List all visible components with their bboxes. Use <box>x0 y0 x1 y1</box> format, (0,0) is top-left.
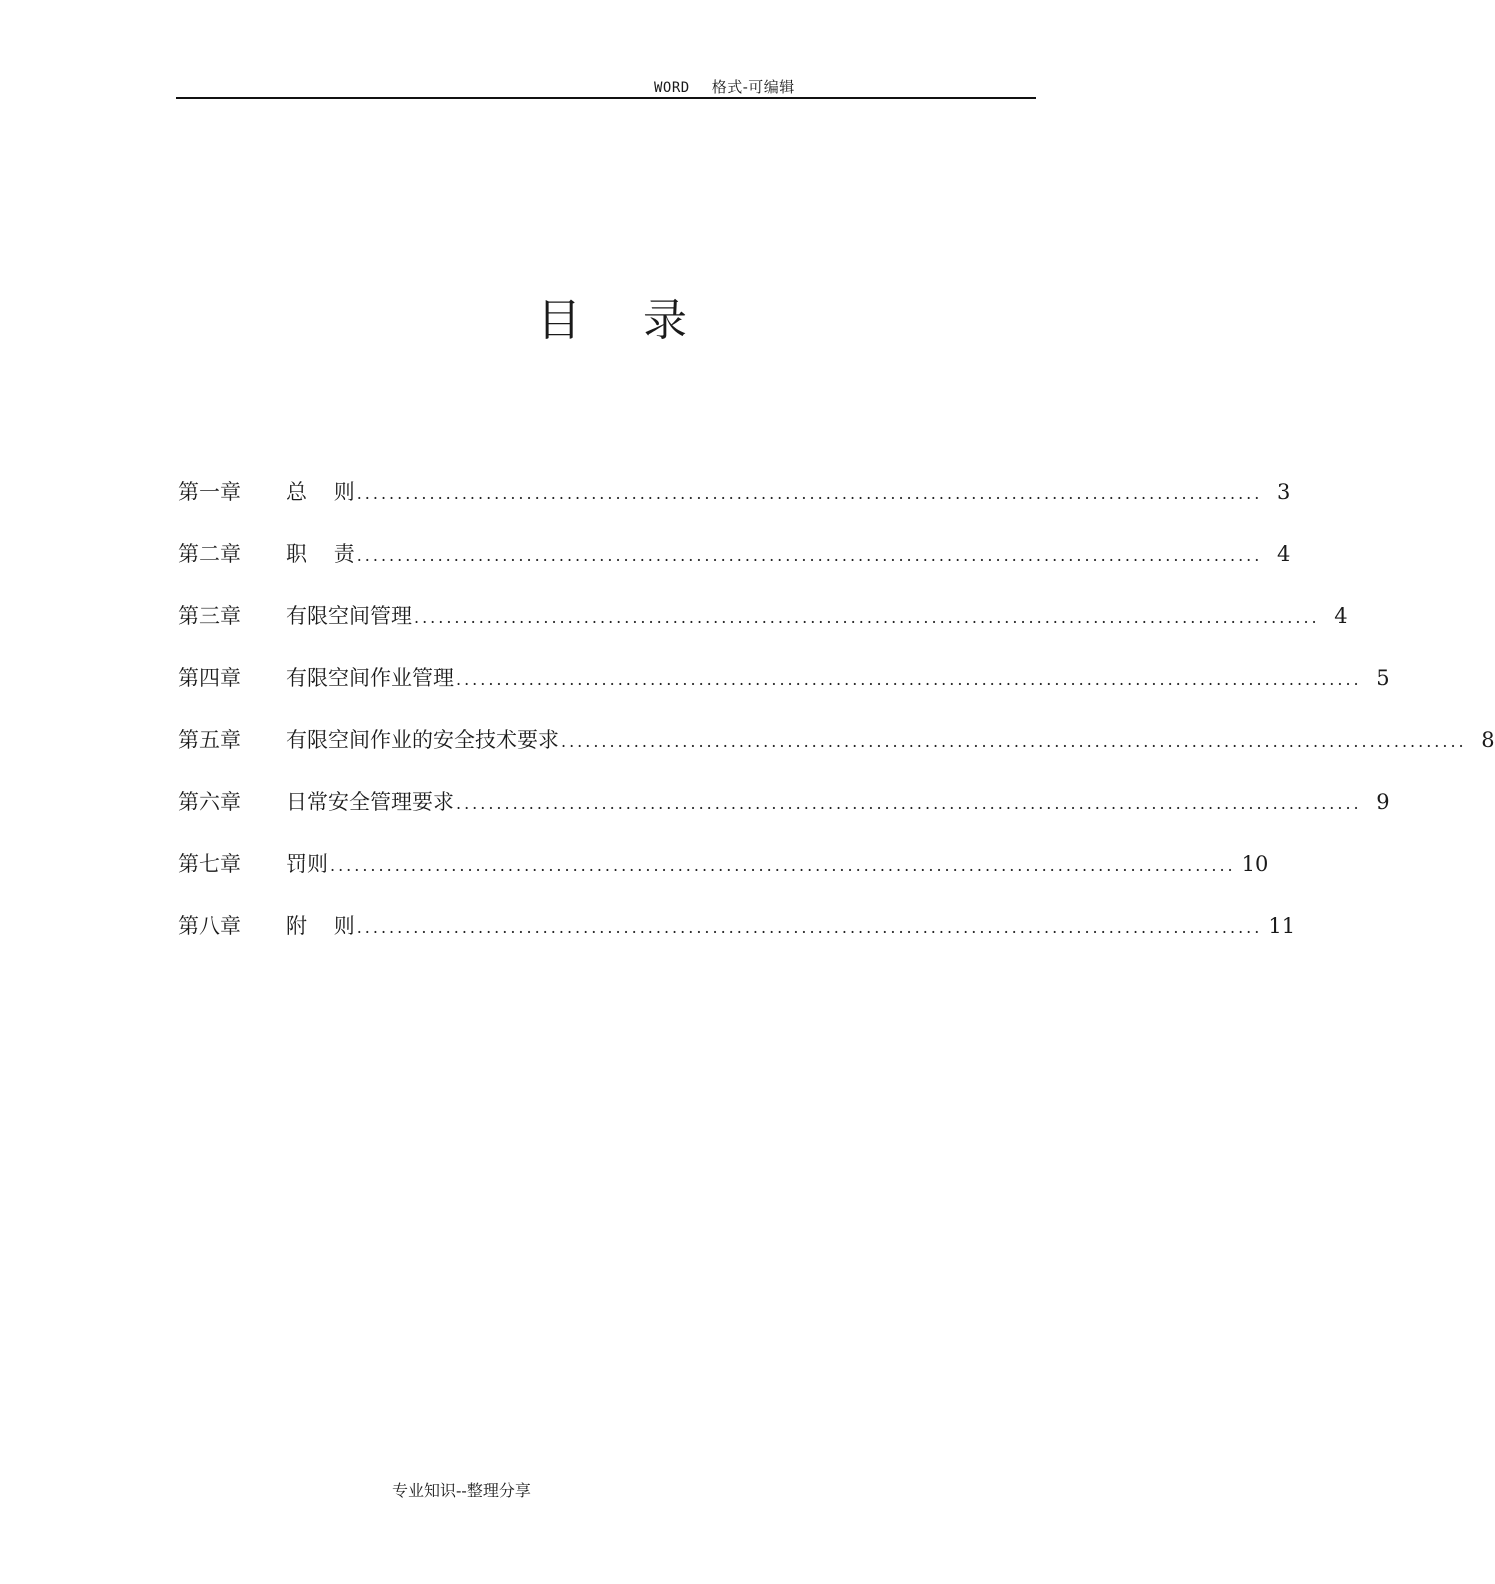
toc-chapter-label: 第八章 <box>178 914 241 938</box>
toc-entry[interactable] <box>178 538 1291 600</box>
toc-title: 有限空间作业的安全技术要求 <box>286 728 559 752</box>
toc-page-number: 11 <box>1268 914 1296 938</box>
toc-leader-dots: ................................................................................................................ <box>356 546 1263 565</box>
toc-title: 总 则 <box>286 480 355 504</box>
toc-chapter-label: 第七章 <box>178 852 241 876</box>
header-format-label: 格式-可编辑 <box>711 78 795 96</box>
toc-title: 日常安全管理要求 <box>286 790 454 814</box>
toc-entry[interactable] <box>178 662 1390 724</box>
toc-title: 职 责 <box>286 542 355 566</box>
toc-title: 有限空间管理 <box>286 604 412 628</box>
toc-leader-dots: ................................................................................................................ <box>330 856 1236 875</box>
toc-title: 罚则 <box>286 852 328 876</box>
toc-page-number: 5 <box>1376 666 1390 690</box>
toc-entry[interactable] <box>178 476 1291 538</box>
toc-leader-dots: ................................................................................................................ <box>414 608 1320 627</box>
title-char-1: 目 <box>537 295 581 346</box>
title-char-2: 录 <box>643 295 687 346</box>
toc-chapter-label: 第六章 <box>178 790 241 814</box>
toc-leader-dots: ................................................................................................................ <box>456 670 1362 689</box>
table-of-contents <box>178 476 1495 972</box>
toc-chapter-label: 第五章 <box>178 728 241 752</box>
toc-entry[interactable] <box>178 600 1348 662</box>
page-header <box>176 70 1036 99</box>
toc-leader-dots: ................................................................................................................ <box>356 918 1263 937</box>
toc-page-number: 8 <box>1481 728 1495 752</box>
page-title <box>0 284 1224 348</box>
toc-page-number: 3 <box>1276 480 1291 504</box>
toc-leader-dots: ................................................................................................................ <box>456 794 1362 813</box>
toc-entry[interactable] <box>178 786 1390 848</box>
toc-leader-dots: ................................................................................................................ <box>561 732 1467 751</box>
toc-chapter-label: 第四章 <box>178 666 241 690</box>
toc-entry[interactable] <box>178 910 1296 972</box>
toc-title: 附 则 <box>286 914 355 938</box>
page-footer: 专业知识--整理分享 <box>392 1481 531 1500</box>
toc-title: 有限空间作业管理 <box>286 666 454 690</box>
header-text <box>654 76 795 97</box>
toc-page-number: 10 <box>1241 852 1269 876</box>
toc-chapter-label: 第二章 <box>178 542 241 566</box>
toc-page-number: 4 <box>1276 542 1291 566</box>
toc-leader-dots: ................................................................................................................ <box>356 484 1263 503</box>
toc-entry[interactable] <box>178 848 1269 910</box>
toc-chapter-label: 第一章 <box>178 480 241 504</box>
toc-page-number: 9 <box>1376 790 1390 814</box>
toc-entry[interactable] <box>178 724 1495 786</box>
toc-chapter-label: 第三章 <box>178 604 241 628</box>
toc-page-number: 4 <box>1334 604 1348 628</box>
header-word-label: WORD <box>654 80 690 96</box>
